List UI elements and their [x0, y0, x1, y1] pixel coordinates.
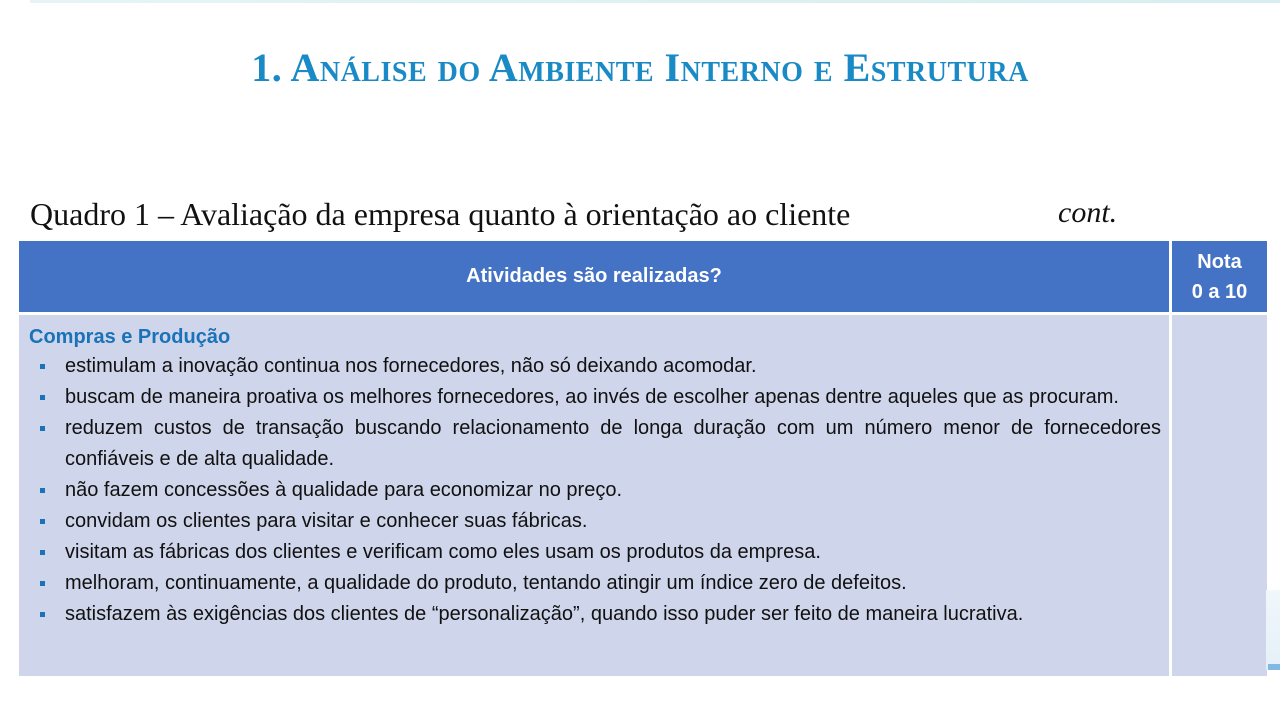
- score-cell[interactable]: [1172, 315, 1267, 676]
- section-heading: Compras e Produção: [29, 326, 231, 348]
- bullet-icon: [40, 581, 45, 586]
- list-item: [29, 568, 1161, 599]
- list-item-text: não fazem concessões à qualidade para economizar no preço.: [65, 479, 623, 501]
- list-item: [29, 506, 1161, 537]
- edge-decoration: [1266, 590, 1280, 670]
- bullet-icon: [40, 395, 45, 400]
- header-score: [1172, 241, 1267, 312]
- list-item: [29, 475, 1161, 506]
- list-item: [29, 413, 1161, 475]
- list-item-text: convidam os clientes para visitar e conhecer suas fábricas.: [65, 510, 588, 532]
- header-score-line2: 0 a 10: [1191, 280, 1248, 303]
- list-item: [29, 599, 1161, 630]
- bullet-icon: [40, 426, 45, 431]
- list-item: [29, 351, 1161, 382]
- activity-list: [29, 351, 1161, 630]
- list-item: [29, 537, 1161, 568]
- list-item-text: reduzem custos de transação buscando relacionamento de longa duração com um número menor de fornecedores confiáveis e de alta qualidade.: [65, 417, 1161, 470]
- evaluation-table: [19, 241, 1267, 676]
- list-item: [29, 382, 1161, 413]
- top-divider-line: [30, 0, 1280, 3]
- bullet-icon: [40, 550, 45, 555]
- header-score-line1: Nota: [1197, 250, 1242, 273]
- list-item-text: estimulam a inovação continua nos fornecedores, não só deixando acomodar.: [65, 355, 757, 377]
- caption-text: Quadro 1 – Avaliação da empresa quanto à orientação ao cliente: [30, 196, 851, 232]
- table-caption: [30, 196, 1180, 238]
- edge-decoration-accent: [1268, 664, 1280, 670]
- slide-title: 1. Análise do Ambiente Interno e Estrutura: [251, 45, 1029, 90]
- list-item-text: visitam as fábricas dos clientes e verificam como eles usam os produtos da empresa.: [65, 541, 821, 563]
- bullet-icon: [40, 364, 45, 369]
- bullet-icon: [40, 519, 45, 524]
- bullet-icon: [40, 488, 45, 493]
- list-item-text: buscam de maneira proativa os melhores fornecedores, ao invés de escolher apenas dentre aqueles que as procuram.: [65, 386, 1119, 408]
- list-item-text: satisfazem às exigências dos clientes de “personalização”, quando isso puder ser feito de maneira lucrativa.: [65, 603, 1024, 625]
- caption-cont: cont.: [1058, 196, 1118, 229]
- activities-cell: [19, 315, 1169, 676]
- header-activities: Atividades são realizadas?: [19, 241, 1169, 312]
- list-item-text: melhoram, continuamente, a qualidade do produto, tentando atingir um índice zero de defeitos.: [65, 572, 907, 594]
- bullet-icon: [40, 612, 45, 617]
